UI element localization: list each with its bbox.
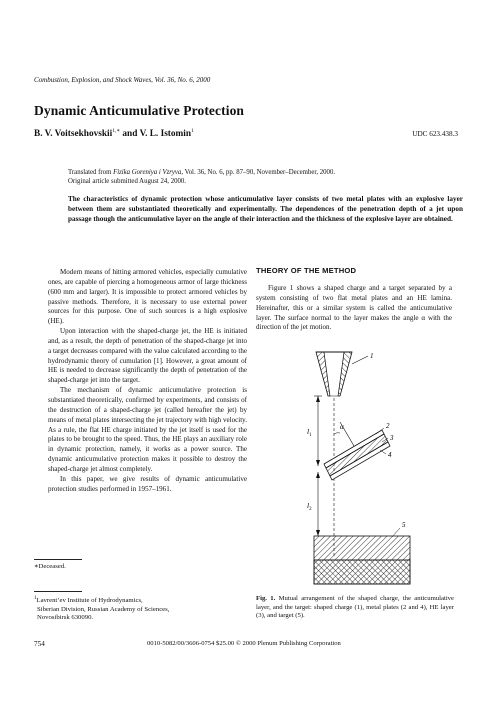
label-3: 3 <box>390 434 394 442</box>
label-l1: $l_1$ <box>307 427 312 438</box>
left-column <box>48 268 247 494</box>
paragraph: Figure 1 shows a shaped charge and a target separated by a system consisting of two flat metal plates and an HE lamina. Hereinafter, this or a similar system is called the anticumulative layer. The surface normal to the layer makes the angle α with the direction of the jet motion. <box>256 284 452 332</box>
label-5: 5 <box>402 521 406 529</box>
label-l2: $l_2$ <box>307 501 312 512</box>
affiliation-mark: 1 <box>34 596 37 601</box>
affiliation-line: Novosibirsk 630090. <box>37 614 94 622</box>
label-1: 1 <box>370 352 374 360</box>
author-1-affiliation: 1,∗ <box>112 128 121 134</box>
paragraph: Modern means of hitting armored vehicles, especially cumulative ones, are capable of piercing a homogeneous armor of large thickness (600 mm and larger). It is impossible to protect armored vehicles by passive methods. Therefore, it is necessary to use external power sources for this purpose. One of such sources is a high explosive (HE). <box>48 268 247 326</box>
right-column <box>256 284 452 333</box>
author-conjunction: and <box>120 129 140 140</box>
target <box>314 536 410 584</box>
label-alpha: α <box>340 423 344 431</box>
source-journal: Fizika Goreniya i Vzryva <box>113 169 182 176</box>
caption-text: Mutual arrangement of the shaped charge, the anticumulative layer, and the target: shaped charge (1), metal plates (2 and 4), HE layer (3), and target (5). <box>256 595 456 620</box>
footnote-rule <box>34 559 82 560</box>
journal-header: Combustion, Explosion, and Shock Waves, Vol. 36, No. 6, 2000 <box>34 76 211 84</box>
figure-1 <box>256 350 456 590</box>
affiliation <box>34 595 169 623</box>
affiliation-line: Lavrent’ev Institute of Hydrodynamics, <box>36 597 143 605</box>
abstract: The characteristics of dynamic protection whose anticumulative layer consists of two metal plates with an explosive layer between them are substantiated theoretically and experimentally. The dependences of the penetration depth of a jet upon passage though the anticumulative layer on the angle of their interaction and the thickness of the explosive layer are obtained. <box>68 195 463 223</box>
page-number: 754 <box>34 640 45 648</box>
translation-note <box>68 168 463 186</box>
dimension-l1 <box>314 396 322 466</box>
author-1: B. V. Voitsekhovskii <box>34 129 113 140</box>
copyright-line: 0010-5082/00/3606-0754 $25.00 © 2000 Plenum Publishing Corporation <box>147 640 341 647</box>
paragraph: In this paper, we give results of dynamic anticumulative protection studies performed in 1957–1961. <box>48 474 247 493</box>
affiliation-line: Siberian Division, Russian Academy of Sciences, <box>37 605 170 613</box>
paragraph: The mechanism of dynamic anticumulative protection is substantiated theoretically, confirmed by experiments, and consists of the destruction of a shaped-charge jet (called hereafter the jet) by means of metal plates intersecting the jet trajectory with high velocity. As a rule, the flat HE charge initiated by the jet itself is used for the plates to be brought to the speed. Thus, the HE plays an auxiliary role in dynamic protection, namely, it works as a power source. The dynamic anticumulative protection makes it possible to destroy the shaped-charge jet almost completely. <box>48 386 247 473</box>
he-layer-3 <box>326 434 388 476</box>
dimension-l2 <box>316 472 320 536</box>
shaped-charge <box>316 352 352 396</box>
udc-code: UDC 623.438.3 <box>412 130 458 138</box>
translated-rest: , Vol. 36, No. 6, pp. 87–90, November–December, 2000. <box>181 169 336 176</box>
caption-label: Fig. 1. <box>256 595 276 602</box>
author-2-affiliation: 1 <box>191 128 194 134</box>
section-heading: THEORY OF THE METHOD <box>256 266 357 275</box>
submission-date: Original article submitted August 24, 2000. <box>68 178 186 185</box>
figure-caption <box>256 595 454 621</box>
label-4: 4 <box>388 451 392 459</box>
label-2: 2 <box>386 422 390 430</box>
footnote-deceased: ∗Deceased. <box>34 563 66 570</box>
paragraph: Upon interaction with the shaped-charge jet, the HE is initiated and, as a result, the depth of penetration of the shaped-charge jet into a target decreases compared with the value calculated according to the hydrodynamic theory of cumulation [1]. However, a great amount of HE is needed to decrease significantly the depth of penetration of the shaped-charge jet into the target. <box>48 327 247 385</box>
article-title: Dynamic Anticumulative Protection <box>34 103 245 118</box>
translated-prefix: Translated from <box>68 169 114 176</box>
authors-line <box>34 128 194 139</box>
author-2: V. L. Istomin <box>139 129 192 140</box>
affiliation-rule <box>34 591 82 592</box>
